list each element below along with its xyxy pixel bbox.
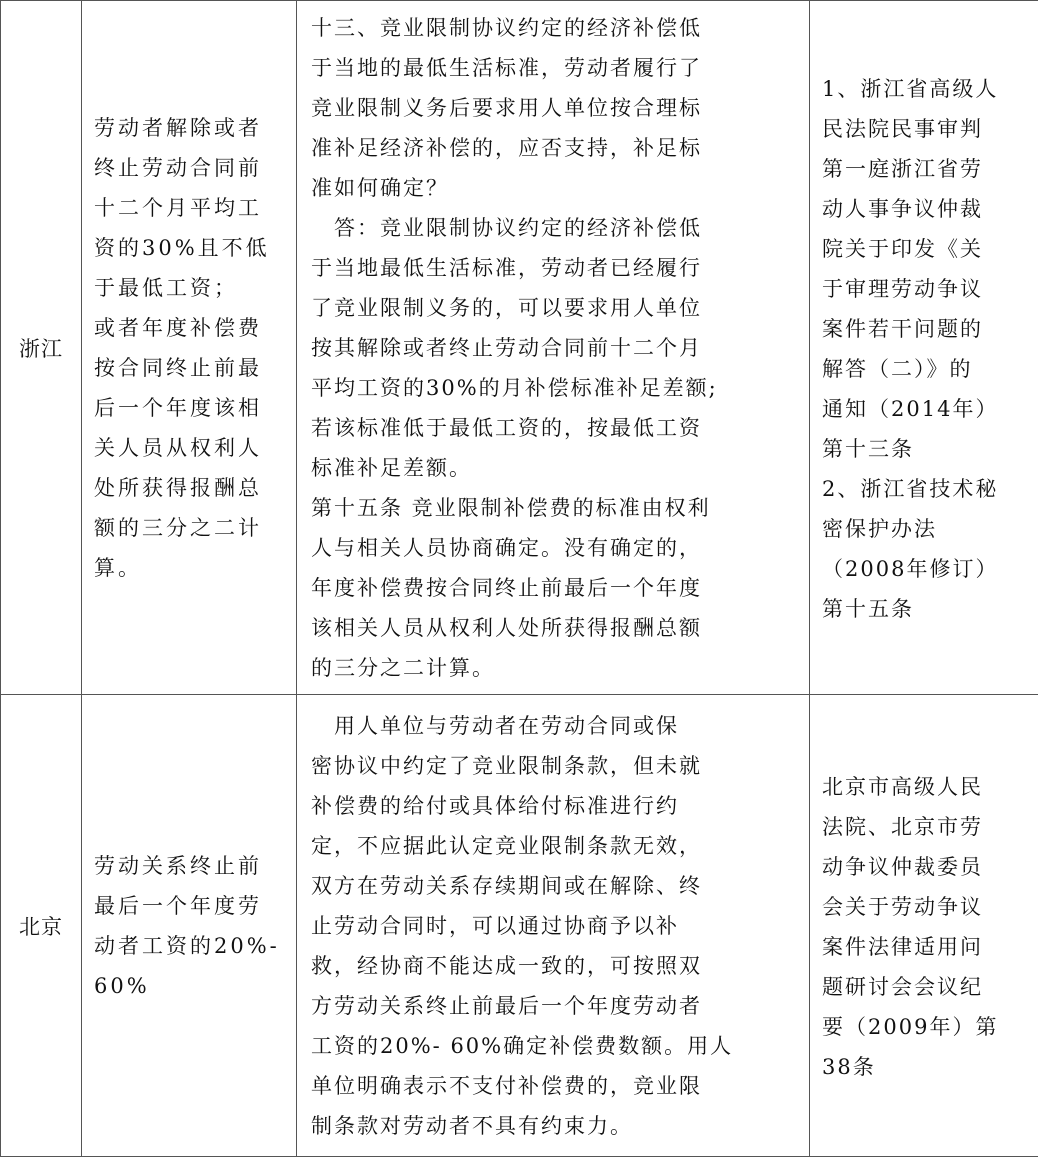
text-line: 北京市高级人民: [822, 767, 1028, 807]
text-line: 制条款对劳动者不具有约束力。: [311, 1106, 797, 1146]
text-line: 若该标准低于最低工资的，按最低工资: [311, 408, 797, 448]
text-line: 第十五条: [822, 589, 1028, 629]
compensation-standard-cell: [82, 695, 297, 1157]
table-row-zhejiang: [1, 1, 1038, 695]
text-line: 人与相关人员协商确定。没有确定的，: [311, 528, 797, 568]
legal-provision-cell: [297, 1, 810, 695]
text-line: 了竞业限制义务的，可以要求用人单位: [311, 288, 797, 328]
legal-source-text: [822, 67, 1028, 629]
legal-provision-text: [311, 8, 797, 688]
text-line: 动人事争议仲裁: [822, 189, 1028, 229]
text-line: 工资的20%- 60%确定补偿费数额。用人: [311, 1026, 797, 1066]
text-line: 劳动关系终止前: [94, 846, 286, 886]
text-line: 于当地最低生活标准，劳动者已经履行: [311, 248, 797, 288]
legal-source-cell: [810, 1, 1038, 695]
text-line: 止劳动合同时，可以通过协商予以补: [311, 906, 797, 946]
text-line: 于当地的最低生活标准，劳动者履行了: [311, 48, 797, 88]
text-line: 38条: [822, 1047, 1028, 1087]
text-line: 动者工资的20%-: [94, 926, 286, 966]
text-line: 资的30%且不低: [94, 228, 286, 268]
text-line: 后一个年度该相: [94, 388, 286, 428]
text-line: 第十三条: [822, 429, 1028, 469]
text-line: 最后一个年度劳: [94, 886, 286, 926]
text-line: 按合同终止前最: [94, 348, 286, 388]
text-line: 标准补足差额。: [311, 448, 797, 488]
text-line: 通知（2014年）: [822, 389, 1028, 429]
text-line: 60%: [94, 966, 286, 1006]
text-line: 终止劳动合同前: [94, 148, 286, 188]
compensation-standard-cell: [82, 1, 297, 695]
text-line: 按其解除或者终止劳动合同前十二个月: [311, 328, 797, 368]
text-line: 第一庭浙江省劳: [822, 149, 1028, 189]
text-line: 平均工资的30%的月补偿标准补足差额;: [311, 368, 797, 408]
text-line: （2008年修订）: [822, 549, 1028, 589]
text-line: 竞业限制义务后要求用人单位按合理标: [311, 88, 797, 128]
text-line: 算。: [94, 548, 286, 588]
text-line: 第十五条 竞业限制补偿费的标准由权利: [311, 488, 797, 528]
text-line: 准补足经济补偿的，应否支持，补足标: [311, 128, 797, 168]
text-line: 处所获得报酬总: [94, 468, 286, 508]
text-line: 动争议仲裁委员: [822, 847, 1028, 887]
text-line: 该相关人员从权利人处所获得报酬总额: [311, 608, 797, 648]
compensation-standard-text: [94, 846, 286, 1006]
text-line: 法院、北京市劳: [822, 807, 1028, 847]
text-line: 于审理劳动争议: [822, 269, 1028, 309]
text-line: 1、浙江省高级人: [822, 69, 1028, 109]
text-line: 方劳动关系终止前最后一个年度劳动者: [311, 986, 797, 1026]
text-line: 会关于劳动争议: [822, 887, 1028, 927]
text-line: 额的三分之二计: [94, 508, 286, 548]
text-line: 要（2009年）第: [822, 1007, 1028, 1047]
text-line: 解答（二）》的: [822, 349, 1028, 389]
compensation-standard-text: [94, 108, 286, 588]
text-line: 双方在劳动关系存续期间或在解除、终: [311, 866, 797, 906]
text-line: 救，经协商不能达成一致的，可按照双: [311, 946, 797, 986]
text-line: 年度补偿费按合同终止前最后一个年度: [311, 568, 797, 608]
legal-source-cell: [810, 695, 1038, 1157]
text-line: 答：竞业限制协议约定的经济补偿低: [311, 208, 797, 248]
text-line: 十三、竞业限制协议约定的经济补偿低: [311, 8, 797, 48]
text-line: 密保护办法: [822, 509, 1028, 549]
text-line: 定，不应据此认定竞业限制条款无效，: [311, 826, 797, 866]
text-line: 的三分之二计算。: [311, 648, 797, 688]
text-line: 案件法律适用问: [822, 927, 1028, 967]
text-line: 劳动者解除或者: [94, 108, 286, 148]
text-line: 于最低工资；: [94, 268, 286, 308]
text-line: 关人员从权利人: [94, 428, 286, 468]
region-cell: 北京: [1, 695, 82, 1157]
table-row-beijing: [1, 695, 1038, 1157]
text-line: 补偿费的给付或具体给付标准进行约: [311, 786, 797, 826]
text-line: 用人单位与劳动者在劳动合同或保: [311, 706, 797, 746]
text-line: 或者年度补偿费: [94, 308, 286, 348]
text-line: 密协议中约定了竞业限制条款，但未就: [311, 746, 797, 786]
text-line: 2、浙江省技术秘: [822, 469, 1028, 509]
text-line: 十二个月平均工: [94, 188, 286, 228]
legal-provision-text: [311, 706, 797, 1146]
text-line: 案件若干问题的: [822, 309, 1028, 349]
text-line: 单位明确表示不支付补偿费的，竞业限: [311, 1066, 797, 1106]
text-line: 院关于印发《关: [822, 229, 1028, 269]
text-line: 准如何确定？: [311, 168, 797, 208]
legal-source-text: [822, 765, 1028, 1087]
text-line: 题研讨会会议纪: [822, 967, 1028, 1007]
legal-provision-cell: [297, 695, 810, 1157]
region-cell: 浙江: [1, 1, 82, 695]
text-line: 民法院民事审判: [822, 109, 1028, 149]
